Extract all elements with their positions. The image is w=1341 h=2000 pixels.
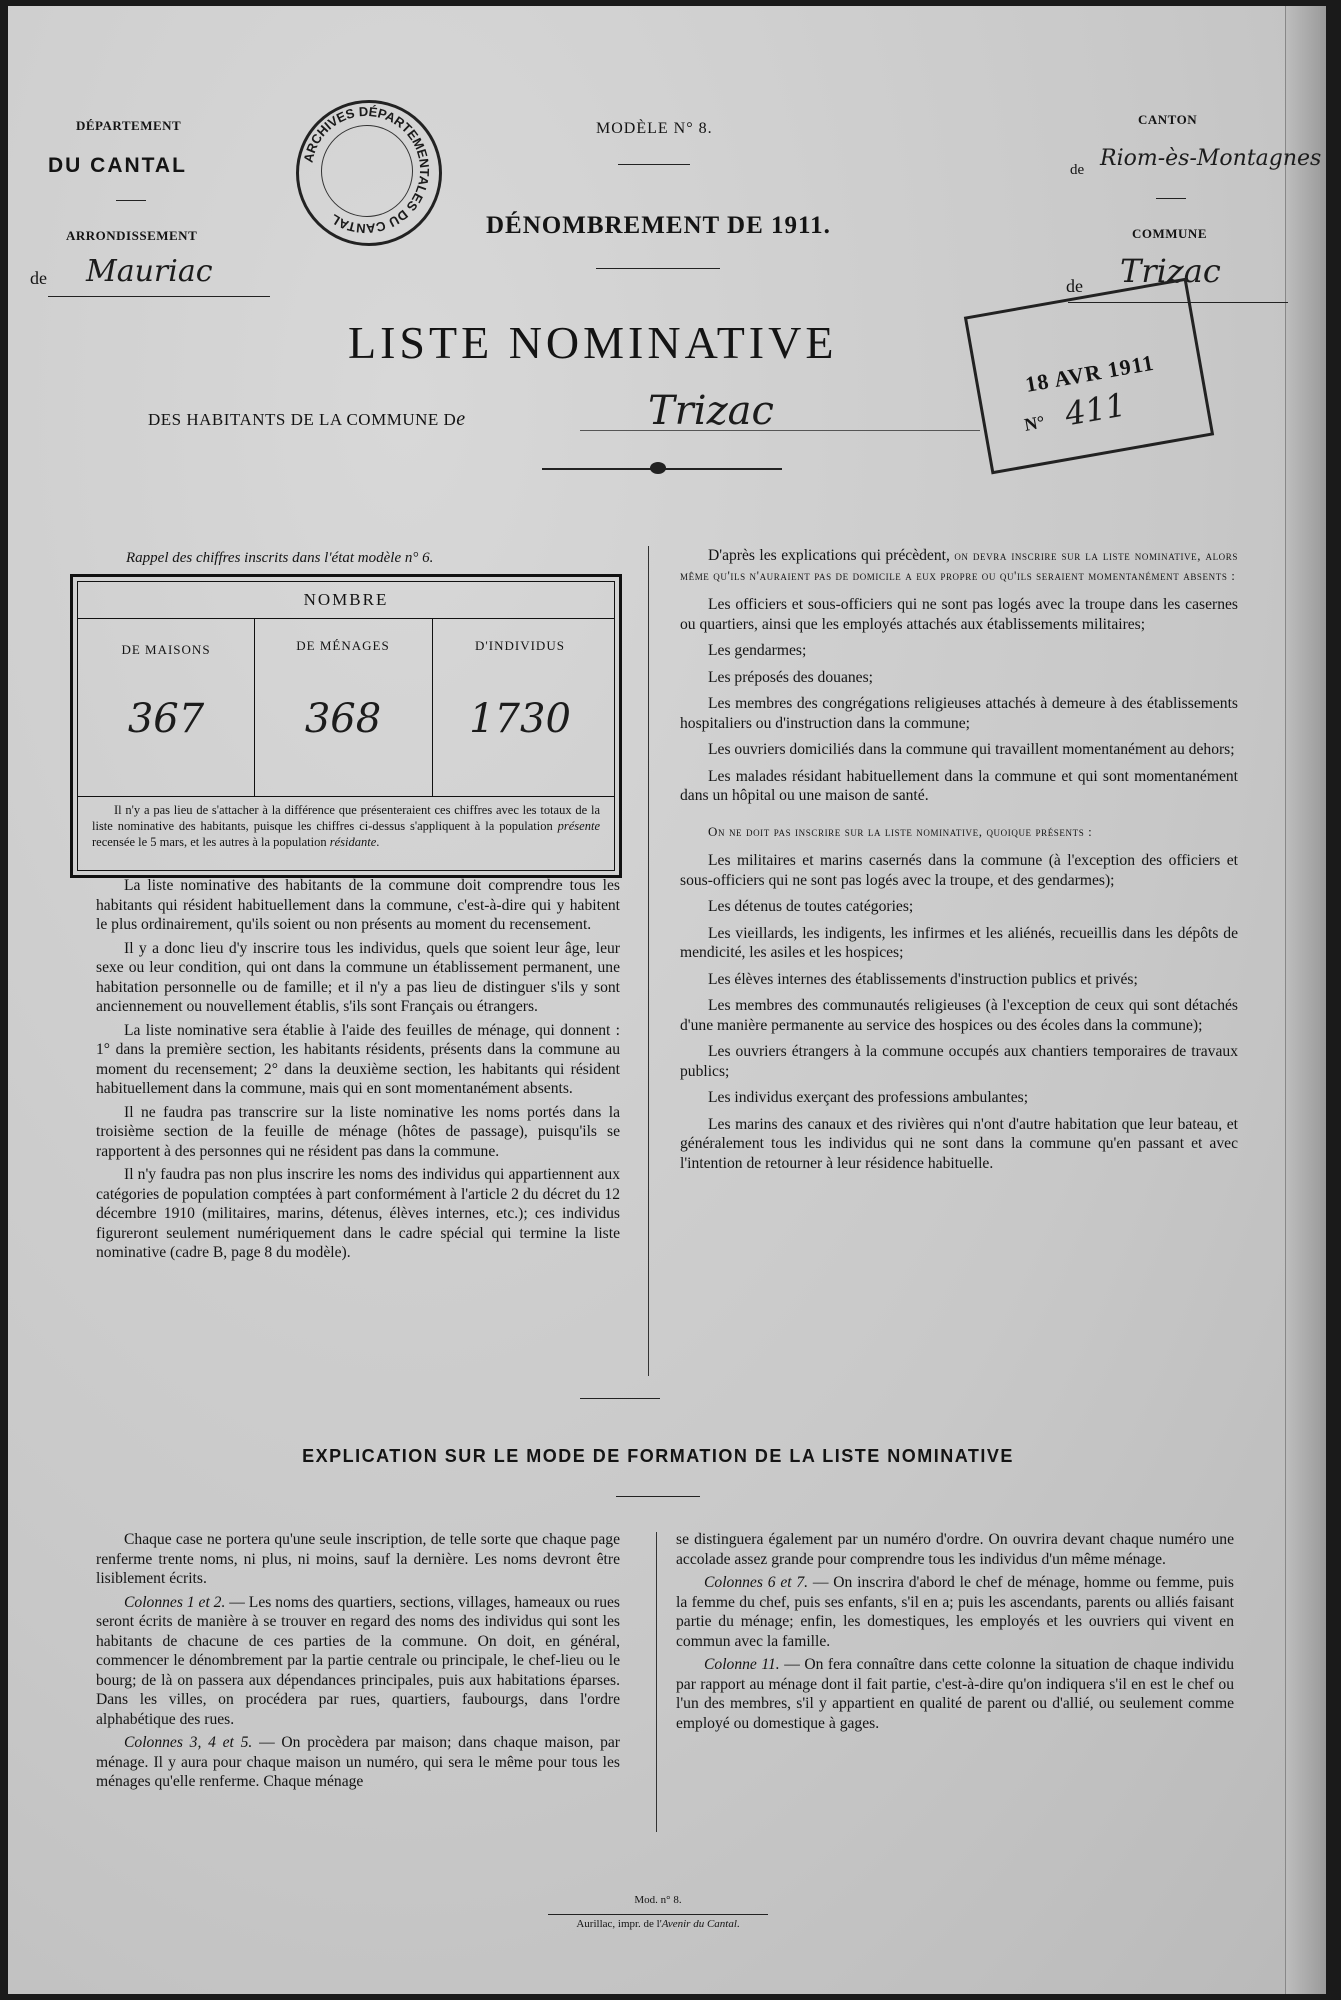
page-edge — [1285, 6, 1326, 1994]
subtitle-handwritten-prefix: e — [456, 408, 466, 430]
value-menages: 368 — [304, 696, 382, 742]
commune-name-handwritten: Trizac — [648, 388, 774, 434]
paragraph: La liste nominative des habitants de la commune doit comprendre tous les habitants qui résident habituellement dans la commune, c'est-à-dire qui y habitent le plus ordinairement, qu'ils soient ou non présents au moment du recensement. — [96, 877, 620, 933]
separator — [1156, 198, 1186, 199]
list-item: Les individus exerçant des professions ambulantes; — [708, 1089, 1029, 1106]
ornament-dot — [650, 462, 666, 474]
explication-paragraph: Colonnes 3, 4 et 5. — On procèdera par maison; dans chaque maison, par ménage. Il y aura pour chaque maison un numéro, qui sera le même pour tous les ménages qu'elle renferme. Chaque ménage — [96, 1734, 620, 1790]
value-maisons: 367 — [127, 696, 205, 742]
rappel-caption: Rappel des chiffres inscrits dans l'état modèle n° 6. — [126, 550, 434, 566]
value-individus: 1730 — [469, 696, 571, 742]
commune-label: COMMUNE — [1132, 226, 1207, 241]
stamp-text: ARCHIVES DÉPARTEMENTALES DU CANTAL — [300, 103, 433, 237]
svg-text:ARCHIVES DÉPARTEMENTALES DU CA — [300, 104, 432, 236]
paragraph: Il n'y faudra pas non plus inscrire les noms des individus qui appartiennent aux catégories de population comptées à part conformément à l'article 2 du décret du 12 décembre 1910 (militaires, marins, détenus, élèves internes, etc.); ces individus figureront seulement numériquement dans le cadre spécial qui termine la liste nominative (cadre B, page 8 du modèle). — [96, 1166, 620, 1261]
arrondissement-handwritten: Mauriac — [86, 254, 213, 289]
list-item: Les malades résidant habituellement dans la commune et qui sont momentanément dans un hôpital ou une maison de santé. — [680, 767, 1238, 804]
list-item: Les détenus de toutes catégories; — [708, 898, 914, 915]
col-header-menages: DE MÉNAGES — [296, 638, 390, 653]
paragraph: Il ne faudra pas transcrire sur la liste nominative les noms portés dans la troisième section de la feuille de ménage (hôtes de passage), puisqu'ils se rapportent à des personnes qui ne résident pas dans la commune. — [96, 1103, 620, 1160]
rappel-table — [70, 574, 622, 878]
list-item: Les militaires et marins casernés dans la commune (à l'exception des officiers et sous-officiers qui ne sont pas logés avec la troupe, et des gendarmes); — [680, 852, 1238, 889]
arrondissement-label: ARRONDISSEMENT — [66, 228, 198, 243]
departement-value: DU CANTAL — [48, 154, 187, 177]
list-item: Les officiers et sous-officiers qui ne sont pas logés avec la troupe dans les casernes ou quartiers, ainsi que les employés attachés aux établissements militaires; — [680, 596, 1238, 633]
stamp-date: 18 AVR 1911 — [1023, 349, 1157, 397]
arrondissement-prefix: de — [30, 268, 47, 288]
separator — [116, 200, 146, 201]
explication-paragraph: se distinguera également par un numéro d'ordre. On ouvrira devant chaque numéro une accolade assez grande pour comprendre tous les individus d'un même ménage. — [676, 1531, 1234, 1568]
subtitle-text: DES HABITANTS DE LA COMMUNE D — [148, 410, 457, 429]
canton-handwritten: Riom-ès-Montagnes — [1100, 146, 1322, 171]
right-column — [680, 546, 1238, 1180]
explication-paragraph: Chaque case ne portera qu'une seule inscription, de telle sorte que chaque page renferme trente noms, ni plus, ni moins, sauf la dernière. Les noms devront être lisiblement écrits. — [96, 1531, 620, 1587]
receipt-date-stamp — [964, 278, 1214, 475]
document-page — [8, 6, 1326, 1994]
explication-right — [676, 1530, 1234, 1737]
list-item: Les préposés des douanes; — [708, 668, 873, 686]
table-note: Il n'y a pas lieu de s'attacher à la différence que présenteraient ces chiffres avec les totaux de la liste nominative des habitants, puisque les chiffres ci-dessus s'appliquent à la population présente recensée le 5 mars, et les autres à la population résidante. — [92, 803, 600, 849]
departement-label: DÉPARTEMENT — [76, 118, 182, 133]
list-item: Les marins des canaux et des rivières qui n'ont d'autre habitation que leur bateau, et généralement tous les individus qui ne sont dans la commune qu'en passant et avec l'intention de retourner à leur résidence habituelle. — [680, 1115, 1238, 1172]
archives-round-stamp — [296, 100, 442, 246]
list-item: Les ouvriers domiciliés dans la commune qui travaillent momentanément au dehors; — [708, 741, 1235, 758]
fill-line — [48, 296, 270, 297]
stamp-number-prefix: N° — [1022, 411, 1047, 435]
left-column — [96, 876, 620, 1267]
list-item: Les élèves internes des établissements d'instruction publics et privés; — [708, 970, 1138, 988]
explication-paragraph: Colonnes 6 et 7. — On inscrira d'abord le chef de ménage, homme ou femme, puis la femme du chef, puis ses enfants, s'il en a; puis les ascendants, parents ou alliés faisant partie du ménage; enfin, les domestiques, les employés et les ouvriers qui vivent en commun avec la famille. — [676, 1574, 1234, 1650]
list-item: Les gendarmes; — [708, 642, 807, 659]
list-item: Les membres des congrégations religieuses attachés à demeure à des établissements hospitaliers ou d'instruction dans la commune; — [680, 695, 1238, 732]
paragraph: Il y a donc lieu d'y inscrire tous les individus, quels que soient leur âge, leur sexe ou leur condition, qui ont dans la commune un établissement permanent, une habitation personnelle ou de famille; et il n'y a pas lieu de distinguer s'ils y sont anciennement ou nouvellement établis, s'ils sont Français ou étrangers. — [96, 939, 620, 1015]
col-header-individus: D'INDIVIDUS — [475, 638, 565, 653]
commune-handwritten: Trizac — [1120, 252, 1221, 290]
column-divider — [656, 1532, 657, 1832]
fill-line — [580, 430, 980, 431]
inscrire-intro: D'après les explications qui précèdent, on devra inscrire sur la liste nominative, alors même qu'ils n'auraient pas de domicile a eux propre ou qu'ils seraient momentanément absents : — [680, 547, 1238, 583]
canton-prefix: de — [1070, 162, 1085, 178]
subtitle — [148, 408, 466, 431]
separator — [618, 164, 690, 165]
table-header: NOMBRE — [303, 590, 389, 609]
footer-printer: Aurillac, impr. de l'Avenir du Cantal. — [576, 1918, 740, 1930]
separator — [548, 1914, 768, 1915]
explication-title: EXPLICATION SUR LE MODE DE FORMATION DE LA LISTE NOMINATIVE — [302, 1446, 1014, 1466]
commune-prefix: de — [1066, 276, 1083, 296]
list-item: Les membres des communautés religieuses (à l'exception de ceux qui sont détachés d'une manière permanente au service des hospices ou des écoles dans la commune); — [680, 997, 1238, 1034]
canton-label: CANTON — [1138, 112, 1198, 127]
exclure-intro: On ne doit pas inscrire sur la liste nominative, quoique présents : — [708, 823, 1093, 839]
footer-model: Mod. n° 8. — [634, 1894, 682, 1906]
separator — [580, 1398, 660, 1399]
explication-left — [96, 1530, 620, 1796]
col-header-maisons: DE MAISONS — [121, 642, 211, 657]
stamp-number-handwritten: 411 — [1062, 385, 1129, 434]
paragraph: La liste nominative sera établie à l'aide des feuilles de ménage, qui donnent : 1° dans la première section, les habitants résidents, présents dans la commune au moment du recensement; 2° dans la deuxième section, les habitants qui résident habituellement dans la commune, mais qui en sont momentanément absents. — [96, 1021, 620, 1097]
main-title: LISTE NOMINATIVE — [348, 317, 838, 368]
separator — [596, 268, 720, 269]
explication-paragraph: Colonne 11. — On fera connaître dans cette colonne la situation de chaque individu par rapport au ménage dont il fait partie, c'est-à-dire qu'on indiquera s'il en est le chef ou l'un des membres, s'il y appartient en qualité de parent ou d'allié, ou seulement comme employé ou domestique à gages. — [676, 1656, 1234, 1732]
list-item: Les vieillards, les indigents, les infirmes et les aliénés, recueillis dans les dépôts de mendicité, les asiles et les hospices; — [680, 924, 1238, 961]
explication-paragraph: Colonnes 1 et 2. — Les noms des quartiers, sections, villages, hameaux ou rues seront écrits de manière à se trouver en regard des noms des individus qui sont les habitants de chacune de ces parties de la commune. On doit, en général, commencer le dénombrement par la partie centrale ou principale, le chef-lieu ou le bourg; de là on passera aux dépendances principales, puis aux habitations éparses. Dans les villes, on procédera par rues, quartiers, faubourgs, dans l'ordre alphabétique des rues. — [96, 1593, 620, 1728]
list-item: Les ouvriers étrangers à la commune occupés aux chantiers temporaires de travaux publics; — [680, 1043, 1238, 1080]
separator — [616, 1496, 700, 1497]
denombrement-title: DÉNOMBREMENT DE 1911. — [486, 212, 831, 239]
modele-label: MODÈLE N° 8. — [596, 120, 713, 137]
column-divider — [648, 546, 649, 1376]
